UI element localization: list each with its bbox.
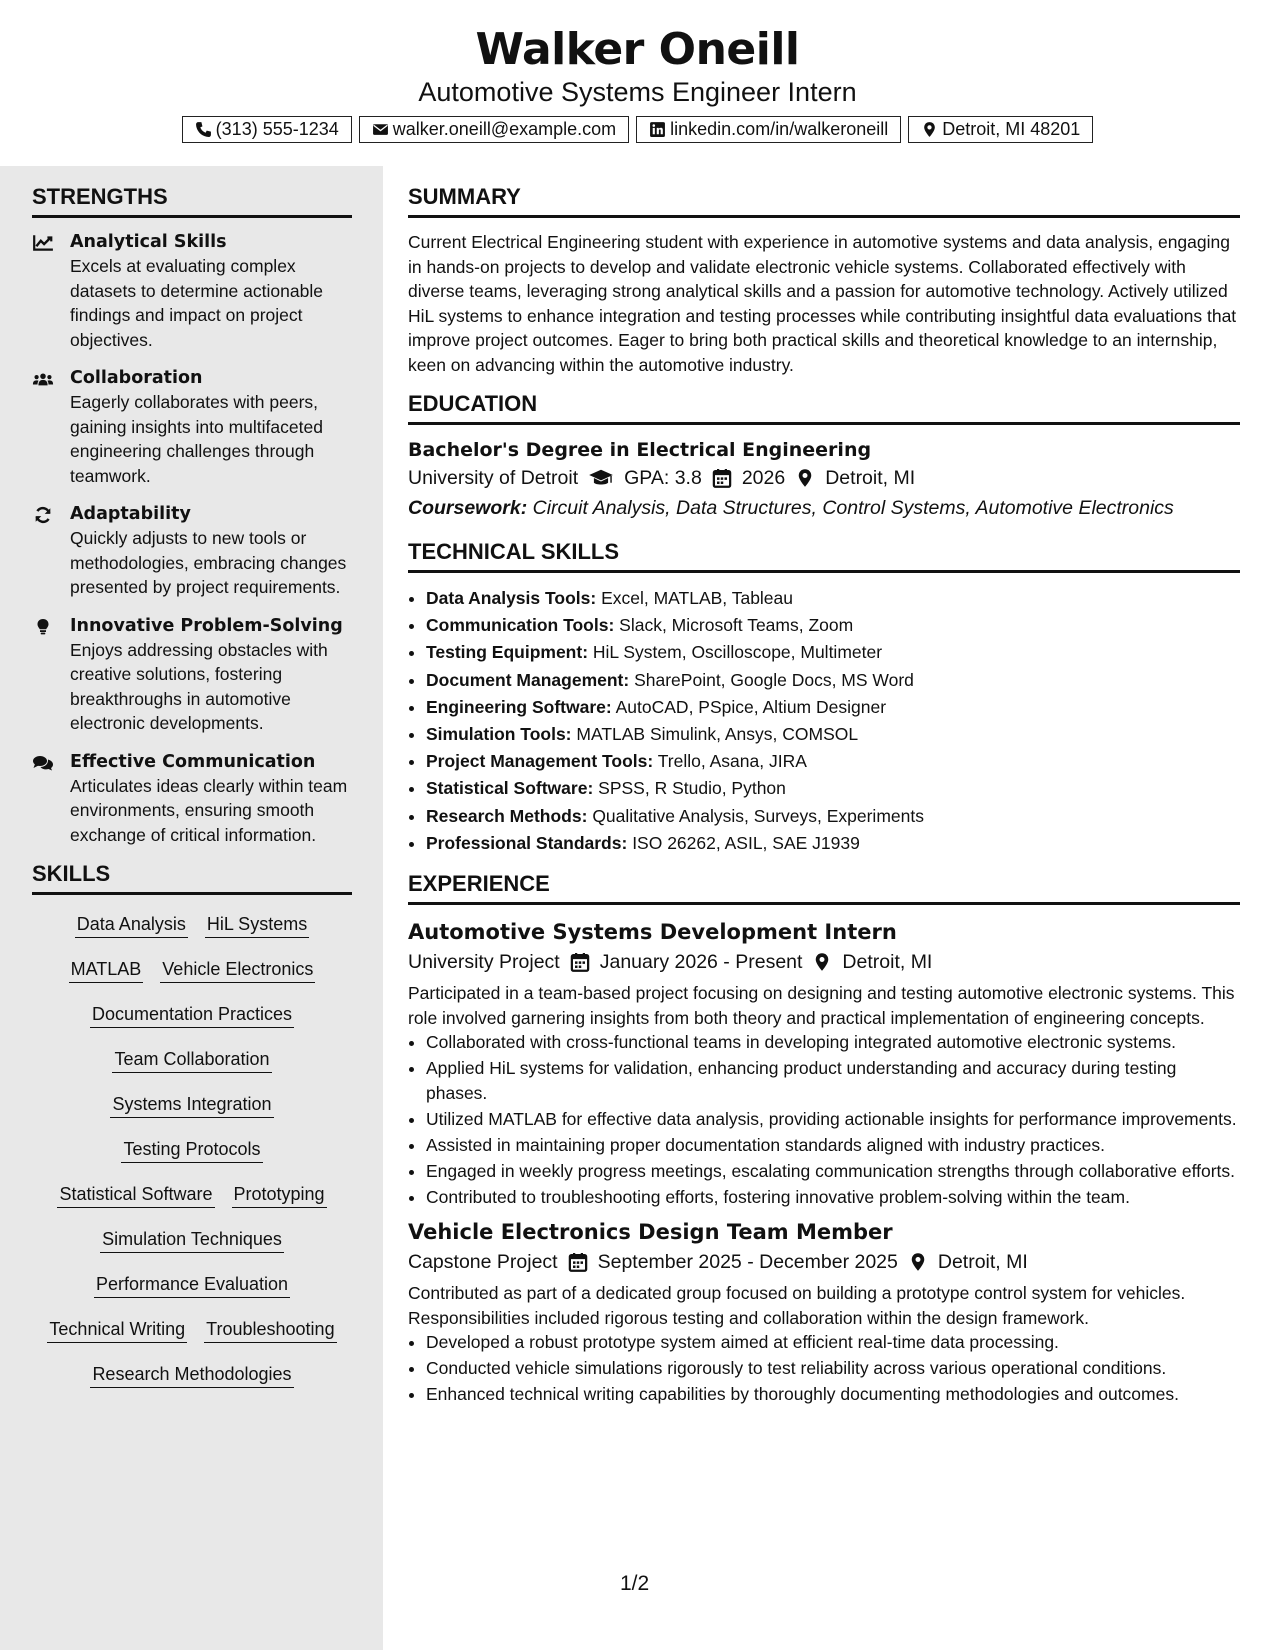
calendar-icon	[570, 952, 590, 972]
coursework-label: Coursework:	[408, 497, 528, 519]
job-meta	[408, 947, 1240, 977]
job-entry	[408, 917, 1240, 1209]
list-item: • Assisted in maintaining proper documentation standards aligned with industry practices.	[426, 1133, 1240, 1158]
users-icon	[32, 370, 54, 388]
education-section	[408, 391, 1240, 523]
skill-category: Document Management:	[426, 669, 630, 690]
skill-values: AutoCAD, PSpice, Altium Designer	[615, 696, 887, 717]
experience-heading: EXPERIENCE	[408, 871, 1240, 905]
list-item	[426, 748, 1240, 775]
strength-desc: Articulates ideas clearly within team environments, ensuring smooth exchange of critical information.	[70, 775, 348, 845]
linkedin-icon	[649, 121, 666, 138]
graduation-year: 2026	[741, 467, 786, 489]
skill-tag: Statistical Software	[57, 1181, 214, 1208]
candidate-title: Automotive Systems Engineer Intern	[418, 77, 857, 107]
sync-icon	[32, 506, 54, 524]
list-item: • Conducted vehicle simulations rigorously to test reliability across various operational conditions.	[426, 1356, 1240, 1381]
summary-text: Current Electrical Engineering student with experience in automotive systems and data analysis, engaging in hands-on projects to develop and validate electronic vehicle systems. Collaborated effectively with diverse teams, leveraging strong analytical skills and a passion for automotive technology. Actively utilized HiL systems to enhance integration and testing processes while contributing insightful data evaluations that improve project outcomes. Eager to bring both practical skills and theoretical knowledge to an internship, keen on advancing within the automotive industry.	[408, 232, 1237, 375]
contact-phone	[182, 116, 352, 143]
strength-title: Innovative Problem-Solving	[70, 615, 343, 636]
school-location: Detroit, MI	[825, 467, 916, 489]
strength-title: Collaboration	[70, 368, 203, 388]
job-description: Contributed as part of a dedicated group focused on building a prototype control system for vehicles. Responsibilities included rigorous testing and collaboration within the design framework.	[408, 1283, 1186, 1328]
contact-bar	[0, 116, 1275, 143]
job-org: University Project	[408, 951, 560, 974]
email-text: walker.oneill@example.com	[392, 119, 617, 139]
experience-section	[408, 871, 1240, 1407]
skills-cloud	[32, 911, 352, 1406]
skill-tag: Prototyping	[232, 1181, 327, 1208]
map-marker-icon	[921, 121, 938, 138]
skill-category: Engineering Software:	[426, 696, 612, 717]
skill-tag: Technical Writing	[47, 1316, 187, 1343]
skills-row	[32, 1001, 352, 1046]
job-location: Detroit, MI	[842, 951, 933, 974]
skills-row	[32, 956, 352, 1001]
technical-skills-section	[408, 539, 1240, 857]
job-title: Vehicle Electronics Design Team Member	[408, 1220, 893, 1245]
map-marker-icon	[795, 468, 815, 488]
strength-title: Analytical Skills	[70, 232, 227, 252]
page-number: 1/2	[620, 1572, 650, 1595]
list-item	[426, 639, 1240, 666]
summary-heading: SUMMARY	[408, 184, 1240, 218]
strength-item	[32, 750, 352, 848]
skills-row	[32, 1091, 352, 1136]
job-title: Automotive Systems Development Intern	[408, 920, 897, 945]
skills-heading: SKILLS	[32, 861, 352, 895]
job-org: Capstone Project	[408, 1251, 558, 1274]
skill-tag: Research Methodologies	[90, 1361, 293, 1388]
contact-linkedin[interactable]	[636, 116, 901, 143]
envelope-icon	[372, 121, 389, 138]
main-content	[408, 166, 1240, 1408]
strength-desc: Quickly adjusts to new tools or methodologies, embracing changes presented by project requirements.	[70, 528, 347, 597]
contact-email[interactable]	[359, 116, 629, 143]
skill-values: ISO 26262, ASIL, SAE J1939	[632, 832, 860, 853]
chart-line-icon	[32, 234, 54, 252]
skill-category: Project Management Tools:	[426, 751, 654, 772]
skill-values: SharePoint, Google Docs, MS Word	[634, 669, 914, 690]
list-item	[426, 694, 1240, 721]
summary-section	[408, 184, 1240, 377]
list-item: • Engaged in weekly progress meetings, escalating communication strengths through collaborative efforts.	[426, 1159, 1240, 1184]
list-item: • Applied HiL systems for validation, enhancing product understanding and accuracy during testing phases.	[426, 1056, 1240, 1105]
skill-tag: MATLAB	[69, 956, 144, 983]
job-location: Detroit, MI	[937, 1251, 1028, 1274]
skill-category: Research Methods:	[426, 805, 588, 826]
skill-values: HiL System, Oscilloscope, Multimeter	[592, 642, 883, 663]
education-heading: EDUCATION	[408, 391, 1240, 425]
calendar-icon	[568, 1252, 588, 1272]
skill-values: Trello, Asana, JIRA	[657, 751, 807, 772]
skill-tag: Troubleshooting	[204, 1316, 336, 1343]
skill-tag: Team Collaboration	[112, 1046, 271, 1073]
skills-row	[32, 1271, 352, 1316]
skill-tag: Testing Protocols	[121, 1136, 262, 1163]
job-bullets	[408, 1330, 1240, 1407]
strength-item	[32, 230, 352, 352]
list-item	[426, 612, 1240, 639]
job-dates: September 2025 - December 2025	[597, 1251, 898, 1274]
technical-skills-list	[408, 585, 1240, 857]
skill-tag: Data Analysis	[75, 911, 188, 938]
strength-desc: Excels at evaluating complex datasets to determine actionable findings and impact on project objectives.	[70, 256, 323, 350]
job-description: Participated in a team-based project focusing on designing and testing automotive electronic systems. This role involved garnering insights from both theory and practical implementation of engineering concepts.	[408, 983, 1235, 1028]
linkedin-text: linkedin.com/in/walkeroneill	[670, 119, 889, 139]
lightbulb-icon	[32, 618, 54, 636]
skill-category: Professional Standards:	[426, 832, 628, 853]
strength-item	[32, 502, 352, 600]
strength-desc: Eagerly collaborates with peers, gaining insights into multifaceted engineering challenges through teamwork.	[70, 392, 323, 486]
degree-title: Bachelor's Degree in Electrical Engineering	[408, 439, 872, 461]
strength-title: Adaptability	[70, 504, 191, 524]
skill-tag: Vehicle Electronics	[160, 956, 315, 983]
skill-values: MATLAB Simulink, Ansys, COMSOL	[576, 724, 859, 745]
candidate-name: Walker Oneill	[475, 24, 800, 75]
list-item	[426, 830, 1240, 857]
skills-row	[32, 1361, 352, 1406]
skills-row	[32, 1181, 352, 1226]
phone-text: (313) 555-1234	[215, 119, 339, 139]
skill-category: Statistical Software:	[426, 778, 594, 799]
coursework-list: Circuit Analysis, Data Structures, Control Systems, Automotive Electronics	[532, 497, 1174, 519]
skill-tag: Simulation Techniques	[100, 1226, 284, 1253]
strength-item	[32, 614, 352, 736]
list-item: • Developed a robust prototype system aimed at efficient real-time data processing.	[426, 1330, 1240, 1355]
skill-values: SPSS, R Studio, Python	[598, 778, 786, 799]
list-item: • Enhanced technical writing capabilities by thoroughly documenting methodologies and outcomes.	[426, 1382, 1240, 1407]
job-dates: January 2026 - Present	[599, 951, 803, 974]
skills-row	[32, 911, 352, 956]
skill-category: Simulation Tools:	[426, 724, 572, 745]
list-item	[426, 803, 1240, 830]
strength-title: Effective Communication	[70, 751, 316, 772]
technical-skills-heading: TECHNICAL SKILLS	[408, 539, 1240, 573]
strength-item	[32, 366, 352, 488]
skill-category: Communication Tools:	[426, 615, 615, 636]
skills-row	[32, 1136, 352, 1181]
strength-desc: Enjoys addressing obstacles with creative solutions, fostering breakthroughs in automotive electronic developments.	[70, 639, 328, 733]
coursework-line	[408, 493, 1240, 523]
skills-row	[32, 1316, 352, 1361]
skill-values: Slack, Microsoft Teams, Zoom	[619, 615, 854, 636]
comments-icon	[32, 754, 54, 772]
skill-values: Qualitative Analysis, Surveys, Experiments	[592, 805, 924, 826]
map-marker-icon	[908, 1252, 928, 1272]
skill-category: Testing Equipment:	[426, 642, 589, 663]
sidebar	[0, 166, 383, 1650]
skills-row	[32, 1046, 352, 1091]
map-marker-icon	[812, 952, 832, 972]
skill-category: Data Analysis Tools:	[426, 588, 597, 608]
education-meta	[408, 463, 1240, 493]
strengths-heading: STRENGTHS	[32, 184, 352, 218]
school-name: University of Detroit	[408, 467, 579, 489]
graduation-cap-icon	[588, 468, 614, 488]
list-item	[426, 667, 1240, 694]
skill-tag: Documentation Practices	[90, 1001, 294, 1028]
list-item	[426, 775, 1240, 802]
job-bullets	[408, 1030, 1240, 1209]
location-text: Detroit, MI 48201	[942, 119, 1081, 139]
calendar-icon	[712, 468, 732, 488]
contact-location	[908, 116, 1093, 143]
skill-tag: Systems Integration	[110, 1091, 273, 1118]
resume-header	[0, 0, 1275, 166]
phone-icon	[195, 121, 212, 138]
skill-tag: Performance Evaluation	[94, 1271, 290, 1298]
job-entry	[408, 1217, 1240, 1407]
gpa: GPA: 3.8	[624, 467, 702, 489]
list-item: • Collaborated with cross-functional teams in developing integrated automotive electronic systems.	[426, 1030, 1240, 1055]
skill-values: Excel, MATLAB, Tableau	[601, 588, 794, 608]
skill-tag: HiL Systems	[205, 911, 309, 938]
list-item: • Contributed to troubleshooting efforts, fostering innovative problem-solving within the team.	[426, 1185, 1240, 1210]
list-item	[426, 585, 1240, 612]
job-meta	[408, 1247, 1240, 1277]
list-item	[426, 721, 1240, 748]
list-item: • Utilized MATLAB for effective data analysis, providing actionable insights for performance improvements.	[426, 1107, 1240, 1132]
skills-row	[32, 1226, 352, 1271]
